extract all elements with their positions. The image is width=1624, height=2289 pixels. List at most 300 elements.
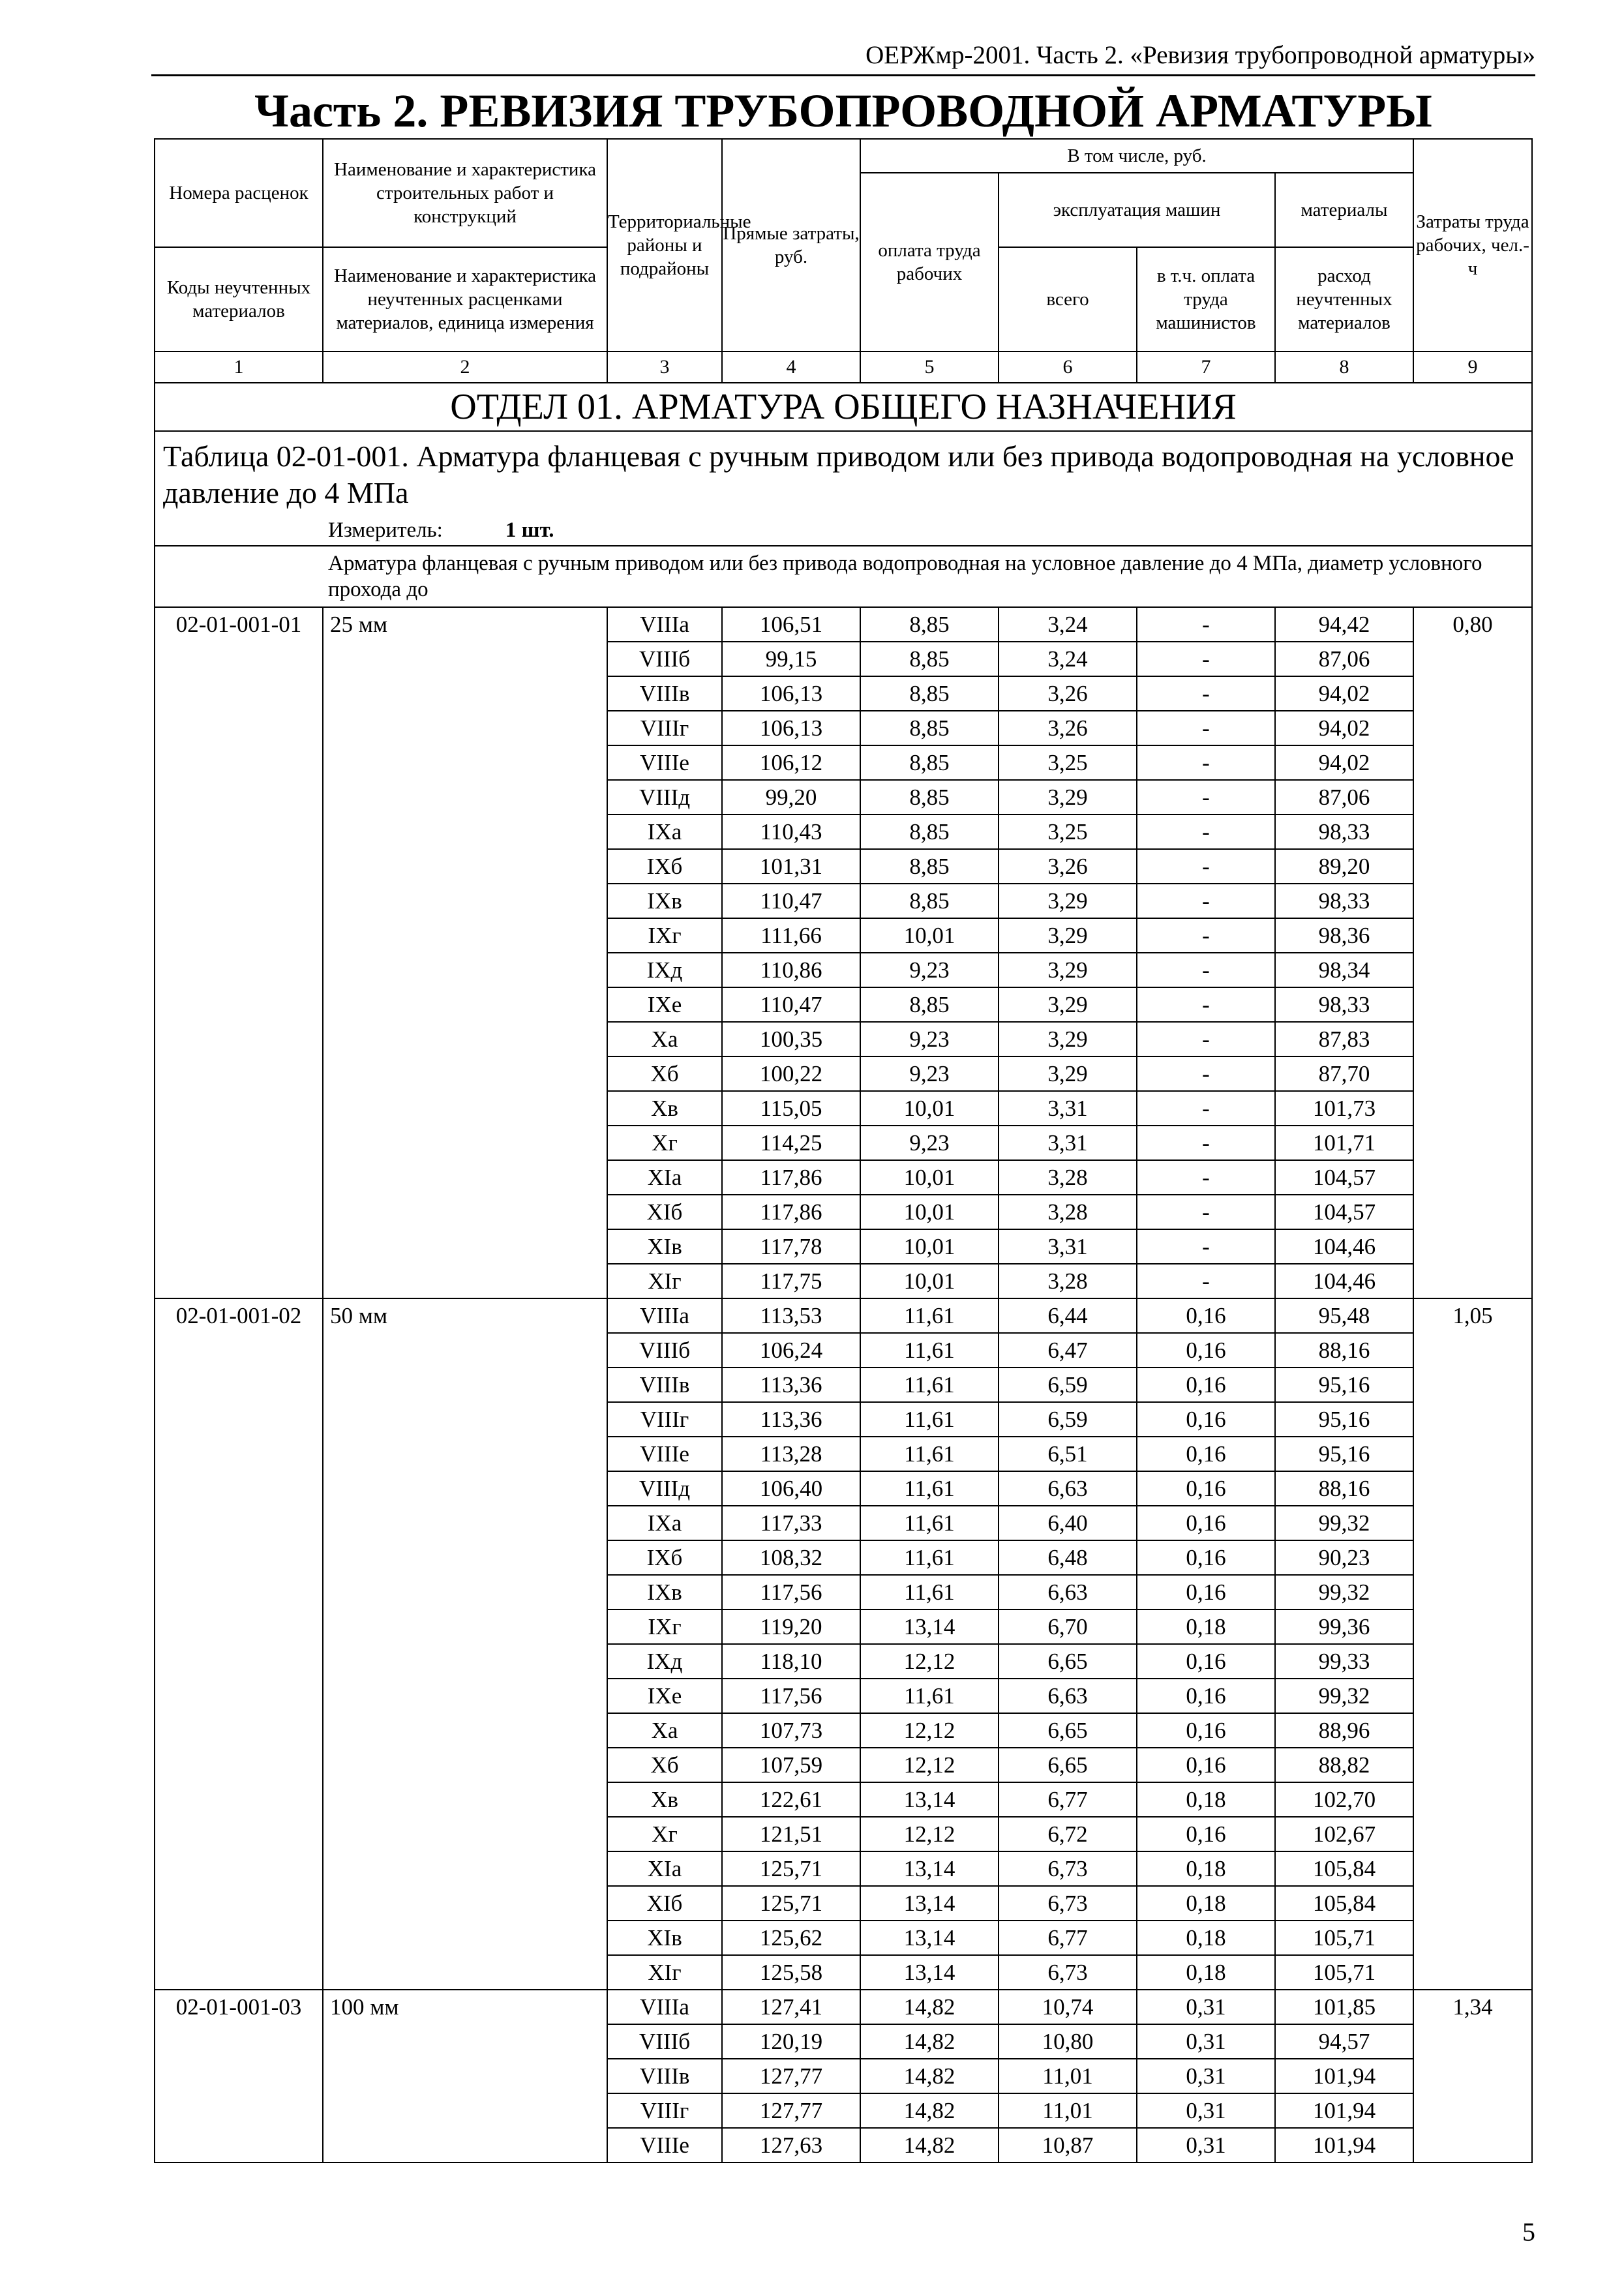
- materials-cell: 101,73: [1275, 1091, 1413, 1126]
- header-direct-costs: Прямые затраты, руб.: [722, 139, 860, 352]
- worker-pay-cell: 10,01: [860, 1195, 999, 1229]
- worker-pay-cell: 9,23: [860, 1022, 999, 1056]
- machine-total-cell: 6,63: [999, 1575, 1137, 1609]
- direct-costs-cell: 122,61: [722, 1782, 860, 1817]
- worker-pay-cell: 8,85: [860, 745, 999, 780]
- worker-pay-cell: 12,12: [860, 1817, 999, 1851]
- meter-row: [155, 515, 1532, 546]
- machinist-pay-cell: 0,16: [1137, 1368, 1275, 1402]
- materials-cell: 87,06: [1275, 642, 1413, 676]
- worker-pay-cell: 13,14: [860, 1851, 999, 1886]
- header-materials: материалы: [1275, 173, 1413, 247]
- machine-total-cell: 6,65: [999, 1748, 1137, 1782]
- machine-total-cell: 6,63: [999, 1679, 1137, 1713]
- worker-pay-cell: 8,85: [860, 711, 999, 745]
- region-cell: IXе: [607, 1679, 722, 1713]
- machine-total-cell: 3,28: [999, 1264, 1137, 1298]
- region-cell: VIIIв: [607, 676, 722, 711]
- worker-pay-cell: 13,14: [860, 1955, 999, 1990]
- column-number-row: [155, 352, 1532, 383]
- materials-cell: 95,16: [1275, 1437, 1413, 1471]
- machinist-pay-cell: -: [1137, 918, 1275, 953]
- region-cell: VIIIе: [607, 745, 722, 780]
- region-cell: VIIIг: [607, 711, 722, 745]
- table-title-row: [155, 431, 1532, 515]
- region-cell: VIIIа: [607, 607, 722, 642]
- machinist-pay-cell: 0,16: [1137, 1471, 1275, 1506]
- machinist-pay-cell: 0,16: [1137, 1713, 1275, 1748]
- column-number: 4: [722, 352, 860, 383]
- machinist-pay-cell: -: [1137, 849, 1275, 884]
- worker-pay-cell: 8,85: [860, 780, 999, 815]
- column-number: 9: [1413, 352, 1532, 383]
- materials-cell: 99,32: [1275, 1575, 1413, 1609]
- machinist-pay-cell: 0,16: [1137, 1540, 1275, 1575]
- region-cell: Xа: [607, 1713, 722, 1748]
- header-unaccounted-use: расход неучтенных материалов: [1275, 247, 1413, 352]
- machinist-pay-cell: 0,18: [1137, 1851, 1275, 1886]
- machinist-pay-cell: -: [1137, 780, 1275, 815]
- direct-costs-cell: 117,56: [722, 1575, 860, 1609]
- region-cell: IXб: [607, 849, 722, 884]
- machinist-pay-cell: 0,31: [1137, 2128, 1275, 2162]
- direct-costs-cell: 113,28: [722, 1437, 860, 1471]
- worker-pay-cell: 10,01: [860, 1091, 999, 1126]
- materials-cell: 94,42: [1275, 607, 1413, 642]
- region-cell: XIв: [607, 1921, 722, 1955]
- machinist-pay-cell: 0,18: [1137, 1886, 1275, 1921]
- running-header: ОЕРЖмр-2001. Часть 2. «Ревизия трубопроводной арматуры»: [865, 41, 1535, 69]
- machinist-pay-cell: -: [1137, 1264, 1275, 1298]
- region-cell: XIа: [607, 1160, 722, 1195]
- region-cell: VIIIв: [607, 1368, 722, 1402]
- direct-costs-cell: 117,56: [722, 1679, 860, 1713]
- machinist-pay-cell: -: [1137, 1126, 1275, 1160]
- header-including: В том числе, руб.: [860, 139, 1413, 173]
- column-number: 2: [323, 352, 607, 383]
- materials-cell: 101,94: [1275, 2059, 1413, 2093]
- worker-pay-cell: 8,85: [860, 815, 999, 849]
- column-number: 3: [607, 352, 722, 383]
- worker-pay-cell: 10,01: [860, 918, 999, 953]
- direct-costs-cell: 127,41: [722, 1990, 860, 2024]
- price-code-cell: 02-01-001-02: [155, 1298, 323, 1990]
- machine-total-cell: 3,31: [999, 1229, 1137, 1264]
- machine-total-cell: 11,01: [999, 2093, 1137, 2128]
- machine-total-cell: 10,74: [999, 1990, 1137, 2024]
- machine-total-cell: 6,77: [999, 1921, 1137, 1955]
- labor-cell: 0,80: [1413, 607, 1532, 1298]
- direct-costs-cell: 111,66: [722, 918, 860, 953]
- materials-cell: 105,71: [1275, 1955, 1413, 1990]
- direct-costs-cell: 110,47: [722, 987, 860, 1022]
- materials-cell: 104,57: [1275, 1160, 1413, 1195]
- machine-total-cell: 3,26: [999, 849, 1137, 884]
- price-code-cell: 02-01-001-01: [155, 607, 323, 1298]
- materials-cell: 99,32: [1275, 1506, 1413, 1540]
- region-cell: VIIIб: [607, 2024, 722, 2059]
- worker-pay-cell: 11,61: [860, 1368, 999, 1402]
- direct-costs-cell: 120,19: [722, 2024, 860, 2059]
- machine-total-cell: 11,01: [999, 2059, 1137, 2093]
- header-worker-pay: оплата труда рабочих: [860, 173, 999, 352]
- worker-pay-cell: 11,61: [860, 1506, 999, 1540]
- table-title: Таблица 02-01-001. Арматура фланцевая с ручным приводом или без привода водопроводная на условное давление до 4 МПа: [155, 431, 1532, 515]
- materials-cell: 98,33: [1275, 987, 1413, 1022]
- region-cell: IXг: [607, 918, 722, 953]
- machinist-pay-cell: 0,16: [1137, 1437, 1275, 1471]
- machinist-pay-cell: 0,31: [1137, 2024, 1275, 2059]
- machine-total-cell: 6,77: [999, 1782, 1137, 1817]
- machinist-pay-cell: 0,18: [1137, 1955, 1275, 1990]
- labor-cell: 1,34: [1413, 1990, 1532, 2162]
- direct-costs-cell: 118,10: [722, 1644, 860, 1679]
- section-title: ОТДЕЛ 01. АРМАТУРА ОБЩЕГО НАЗНАЧЕНИЯ: [155, 383, 1532, 431]
- materials-cell: 95,48: [1275, 1298, 1413, 1333]
- machinist-pay-cell: 0,31: [1137, 1990, 1275, 2024]
- machinist-pay-cell: 0,16: [1137, 1748, 1275, 1782]
- machine-total-cell: 6,51: [999, 1437, 1137, 1471]
- machine-total-cell: 6,72: [999, 1817, 1137, 1851]
- region-cell: Xв: [607, 1782, 722, 1817]
- region-cell: Xа: [607, 1022, 722, 1056]
- direct-costs-cell: 127,77: [722, 2093, 860, 2128]
- materials-cell: 98,33: [1275, 815, 1413, 849]
- materials-cell: 105,84: [1275, 1851, 1413, 1886]
- materials-cell: 104,46: [1275, 1229, 1413, 1264]
- machine-total-cell: 3,26: [999, 711, 1137, 745]
- work-name-cell: 50 мм: [323, 1298, 607, 1990]
- machine-total-cell: 3,29: [999, 780, 1137, 815]
- materials-cell: 94,02: [1275, 745, 1413, 780]
- direct-costs-cell: 117,86: [722, 1160, 860, 1195]
- machinist-pay-cell: 0,18: [1137, 1782, 1275, 1817]
- machinist-pay-cell: -: [1137, 1091, 1275, 1126]
- materials-cell: 99,36: [1275, 1609, 1413, 1644]
- worker-pay-cell: 10,01: [860, 1229, 999, 1264]
- region-cell: VIIIг: [607, 1402, 722, 1437]
- region-cell: VIIIд: [607, 780, 722, 815]
- header-machine-operation: эксплуатация машин: [999, 173, 1275, 247]
- materials-cell: 87,83: [1275, 1022, 1413, 1056]
- direct-costs-cell: 115,05: [722, 1091, 860, 1126]
- machinist-pay-cell: -: [1137, 676, 1275, 711]
- region-cell: Xб: [607, 1748, 722, 1782]
- direct-costs-cell: 110,86: [722, 953, 860, 987]
- column-number: 7: [1137, 352, 1275, 383]
- machinist-pay-cell: -: [1137, 1229, 1275, 1264]
- machinist-pay-cell: -: [1137, 815, 1275, 849]
- direct-costs-cell: 121,51: [722, 1817, 860, 1851]
- materials-cell: 89,20: [1275, 849, 1413, 884]
- direct-costs-cell: 106,24: [722, 1333, 860, 1368]
- labor-cell: 1,05: [1413, 1298, 1532, 1990]
- machine-total-cell: 6,47: [999, 1333, 1137, 1368]
- machinist-pay-cell: 0,16: [1137, 1679, 1275, 1713]
- machinist-pay-cell: -: [1137, 642, 1275, 676]
- machinist-pay-cell: 0,31: [1137, 2093, 1275, 2128]
- region-cell: XIб: [607, 1886, 722, 1921]
- machinist-pay-cell: 0,18: [1137, 1609, 1275, 1644]
- worker-pay-cell: 8,85: [860, 676, 999, 711]
- materials-cell: 101,94: [1275, 2128, 1413, 2162]
- machine-total-cell: 6,65: [999, 1713, 1137, 1748]
- worker-pay-cell: 8,85: [860, 987, 999, 1022]
- direct-costs-cell: 127,63: [722, 2128, 860, 2162]
- direct-costs-cell: 99,20: [722, 780, 860, 815]
- table-body: [155, 139, 1532, 2162]
- machine-total-cell: 3,25: [999, 745, 1137, 780]
- worker-pay-cell: 8,85: [860, 642, 999, 676]
- region-cell: VIIIа: [607, 1298, 722, 1333]
- materials-cell: 105,71: [1275, 1921, 1413, 1955]
- materials-cell: 102,70: [1275, 1782, 1413, 1817]
- materials-cell: 94,02: [1275, 676, 1413, 711]
- machine-total-cell: 6,40: [999, 1506, 1137, 1540]
- worker-pay-cell: 13,14: [860, 1886, 999, 1921]
- direct-costs-cell: 125,58: [722, 1955, 860, 1990]
- direct-costs-cell: 99,15: [722, 642, 860, 676]
- machine-total-cell: 6,59: [999, 1402, 1137, 1437]
- page-title: Часть 2. РЕВИЗИЯ ТРУБОПРОВОДНОЙ АРМАТУРЫ: [254, 85, 1432, 137]
- direct-costs-cell: 113,36: [722, 1402, 860, 1437]
- region-cell: VIIIв: [607, 2059, 722, 2093]
- machine-total-cell: 3,29: [999, 918, 1137, 953]
- header-machinist-pay: в т.ч. оплата труда машинистов: [1137, 247, 1275, 352]
- region-cell: VIIIд: [607, 1471, 722, 1506]
- worker-pay-cell: 12,12: [860, 1644, 999, 1679]
- materials-cell: 95,16: [1275, 1368, 1413, 1402]
- materials-cell: 98,36: [1275, 918, 1413, 953]
- header-materials-name: Наименование и характеристика неучтенных расценками материалов, единица измерения: [323, 247, 607, 352]
- region-cell: VIIIб: [607, 642, 722, 676]
- worker-pay-cell: 12,12: [860, 1748, 999, 1782]
- direct-costs-cell: 106,13: [722, 711, 860, 745]
- worker-pay-cell: 8,85: [860, 607, 999, 642]
- region-cell: VIIIг: [607, 2093, 722, 2128]
- direct-costs-cell: 106,12: [722, 745, 860, 780]
- region-cell: XIа: [607, 1851, 722, 1886]
- column-number: 1: [155, 352, 323, 383]
- worker-pay-cell: 9,23: [860, 953, 999, 987]
- materials-cell: 94,57: [1275, 2024, 1413, 2059]
- machine-total-cell: 3,25: [999, 815, 1137, 849]
- materials-cell: 104,57: [1275, 1195, 1413, 1229]
- worker-pay-cell: 14,82: [860, 2128, 999, 2162]
- machinist-pay-cell: 0,16: [1137, 1575, 1275, 1609]
- materials-cell: 101,71: [1275, 1126, 1413, 1160]
- header-works-name: Наименование и характеристика строительных работ и конструкций: [323, 139, 607, 247]
- direct-costs-cell: 113,36: [722, 1368, 860, 1402]
- region-cell: IXв: [607, 884, 722, 918]
- page-number: 5: [1522, 2217, 1535, 2247]
- header-machine-total: всего: [999, 247, 1137, 352]
- region-cell: XIв: [607, 1229, 722, 1264]
- direct-costs-cell: 107,73: [722, 1713, 860, 1748]
- region-cell: Xв: [607, 1091, 722, 1126]
- materials-cell: 102,67: [1275, 1817, 1413, 1851]
- table-row: [155, 1298, 1532, 1333]
- machine-total-cell: 6,73: [999, 1955, 1137, 1990]
- region-cell: IXе: [607, 987, 722, 1022]
- region-cell: XIб: [607, 1195, 722, 1229]
- header-labor: Затраты труда рабочих, чел.-ч: [1413, 139, 1532, 352]
- machine-total-cell: 10,87: [999, 2128, 1137, 2162]
- machine-total-cell: 3,31: [999, 1126, 1137, 1160]
- machine-total-cell: 3,28: [999, 1160, 1137, 1195]
- region-cell: IXг: [607, 1609, 722, 1644]
- machinist-pay-cell: -: [1137, 607, 1275, 642]
- region-cell: Xг: [607, 1817, 722, 1851]
- worker-pay-cell: 8,85: [860, 884, 999, 918]
- worker-pay-cell: 11,61: [860, 1402, 999, 1437]
- machinist-pay-cell: 0,18: [1137, 1921, 1275, 1955]
- direct-costs-cell: 113,53: [722, 1298, 860, 1333]
- machine-total-cell: 3,26: [999, 676, 1137, 711]
- worker-pay-cell: 13,14: [860, 1921, 999, 1955]
- machinist-pay-cell: -: [1137, 1195, 1275, 1229]
- machinist-pay-cell: -: [1137, 884, 1275, 918]
- machine-total-cell: 6,73: [999, 1851, 1137, 1886]
- direct-costs-cell: 117,75: [722, 1264, 860, 1298]
- section-row: [155, 383, 1532, 431]
- worker-pay-cell: 11,61: [860, 1575, 999, 1609]
- machine-total-cell: 3,29: [999, 953, 1137, 987]
- header-material-codes: Коды неучтенных материалов: [155, 247, 323, 352]
- region-cell: XIг: [607, 1955, 722, 1990]
- materials-cell: 88,16: [1275, 1471, 1413, 1506]
- worker-pay-cell: 10,01: [860, 1264, 999, 1298]
- direct-costs-cell: 127,77: [722, 2059, 860, 2093]
- table-row: [155, 1990, 1532, 2024]
- table-row: [155, 607, 1532, 642]
- worker-pay-cell: 11,61: [860, 1679, 999, 1713]
- materials-cell: 87,70: [1275, 1056, 1413, 1091]
- header-rule: [151, 74, 1535, 76]
- worker-pay-cell: 9,23: [860, 1126, 999, 1160]
- machinist-pay-cell: 0,16: [1137, 1817, 1275, 1851]
- worker-pay-cell: 14,82: [860, 2059, 999, 2093]
- region-cell: Xб: [607, 1056, 722, 1091]
- machinist-pay-cell: -: [1137, 953, 1275, 987]
- worker-pay-cell: 11,61: [860, 1333, 999, 1368]
- direct-costs-cell: 110,43: [722, 815, 860, 849]
- machine-total-cell: 10,80: [999, 2024, 1137, 2059]
- machinist-pay-cell: -: [1137, 745, 1275, 780]
- worker-pay-cell: 9,23: [860, 1056, 999, 1091]
- machinist-pay-cell: 0,16: [1137, 1402, 1275, 1437]
- price-code-cell: 02-01-001-03: [155, 1990, 323, 2162]
- machine-total-cell: 6,59: [999, 1368, 1137, 1402]
- machine-total-cell: 3,24: [999, 642, 1137, 676]
- worker-pay-cell: 11,61: [860, 1298, 999, 1333]
- machine-total-cell: 3,29: [999, 987, 1137, 1022]
- direct-costs-cell: 100,35: [722, 1022, 860, 1056]
- direct-costs-cell: 106,40: [722, 1471, 860, 1506]
- column-number: 5: [860, 352, 999, 383]
- materials-cell: 87,06: [1275, 780, 1413, 815]
- machine-total-cell: 3,31: [999, 1091, 1137, 1126]
- materials-cell: 104,46: [1275, 1264, 1413, 1298]
- worker-pay-cell: 14,82: [860, 2093, 999, 2128]
- region-cell: IXд: [607, 953, 722, 987]
- materials-cell: 98,34: [1275, 953, 1413, 987]
- machinist-pay-cell: 0,16: [1137, 1333, 1275, 1368]
- direct-costs-cell: 125,71: [722, 1886, 860, 1921]
- direct-costs-cell: 114,25: [722, 1126, 860, 1160]
- meter-value: 1 шт.: [505, 518, 554, 542]
- machine-total-cell: 6,65: [999, 1644, 1137, 1679]
- direct-costs-cell: 108,32: [722, 1540, 860, 1575]
- direct-costs-cell: 110,47: [722, 884, 860, 918]
- region-cell: VIIIе: [607, 1437, 722, 1471]
- materials-cell: 88,16: [1275, 1333, 1413, 1368]
- region-cell: IXб: [607, 1540, 722, 1575]
- materials-cell: 94,02: [1275, 711, 1413, 745]
- worker-pay-cell: 8,85: [860, 849, 999, 884]
- machine-total-cell: 3,29: [999, 884, 1137, 918]
- machinist-pay-cell: 0,16: [1137, 1298, 1275, 1333]
- machinist-pay-cell: -: [1137, 1022, 1275, 1056]
- materials-cell: 98,33: [1275, 884, 1413, 918]
- worker-pay-cell: 14,82: [860, 1990, 999, 2024]
- machine-total-cell: 6,73: [999, 1886, 1137, 1921]
- direct-costs-cell: 125,71: [722, 1851, 860, 1886]
- group-description: Арматура фланцевая с ручным приводом или без привода водопроводная на условное давление до 4 МПа, диаметр условного прохода до: [323, 546, 1532, 607]
- direct-costs-cell: 107,59: [722, 1748, 860, 1782]
- region-cell: VIIIб: [607, 1333, 722, 1368]
- machine-total-cell: 6,63: [999, 1471, 1137, 1506]
- region-cell: XIг: [607, 1264, 722, 1298]
- estimate-table: [154, 138, 1533, 2163]
- worker-pay-cell: 11,61: [860, 1540, 999, 1575]
- work-name-cell: 25 мм: [323, 607, 607, 1298]
- worker-pay-cell: 13,14: [860, 1609, 999, 1644]
- machine-total-cell: 6,48: [999, 1540, 1137, 1575]
- work-name-cell: 100 мм: [323, 1990, 607, 2162]
- column-number: 6: [999, 352, 1137, 383]
- materials-cell: 88,96: [1275, 1713, 1413, 1748]
- materials-cell: 95,16: [1275, 1402, 1413, 1437]
- materials-cell: 88,82: [1275, 1748, 1413, 1782]
- machine-total-cell: 3,24: [999, 607, 1137, 642]
- region-cell: VIIIа: [607, 1990, 722, 2024]
- region-cell: IXа: [607, 815, 722, 849]
- region-cell: IXд: [607, 1644, 722, 1679]
- machinist-pay-cell: 0,16: [1137, 1644, 1275, 1679]
- machinist-pay-cell: -: [1137, 1160, 1275, 1195]
- column-number: 8: [1275, 352, 1413, 383]
- materials-cell: 105,84: [1275, 1886, 1413, 1921]
- machinist-pay-cell: 0,16: [1137, 1506, 1275, 1540]
- machinist-pay-cell: -: [1137, 711, 1275, 745]
- materials-cell: 99,33: [1275, 1644, 1413, 1679]
- materials-cell: 99,32: [1275, 1679, 1413, 1713]
- direct-costs-cell: 119,20: [722, 1609, 860, 1644]
- machinist-pay-cell: -: [1137, 987, 1275, 1022]
- description-row: [155, 546, 1532, 607]
- materials-cell: 90,23: [1275, 1540, 1413, 1575]
- header-regions: Территориальные районы и подрайоны: [607, 139, 722, 352]
- region-cell: IXа: [607, 1506, 722, 1540]
- region-cell: VIIIе: [607, 2128, 722, 2162]
- direct-costs-cell: 125,62: [722, 1921, 860, 1955]
- direct-costs-cell: 106,51: [722, 607, 860, 642]
- direct-costs-cell: 101,31: [722, 849, 860, 884]
- machine-total-cell: 6,44: [999, 1298, 1137, 1333]
- meter-label: Измеритель:: [328, 518, 443, 542]
- direct-costs-cell: 117,33: [722, 1506, 860, 1540]
